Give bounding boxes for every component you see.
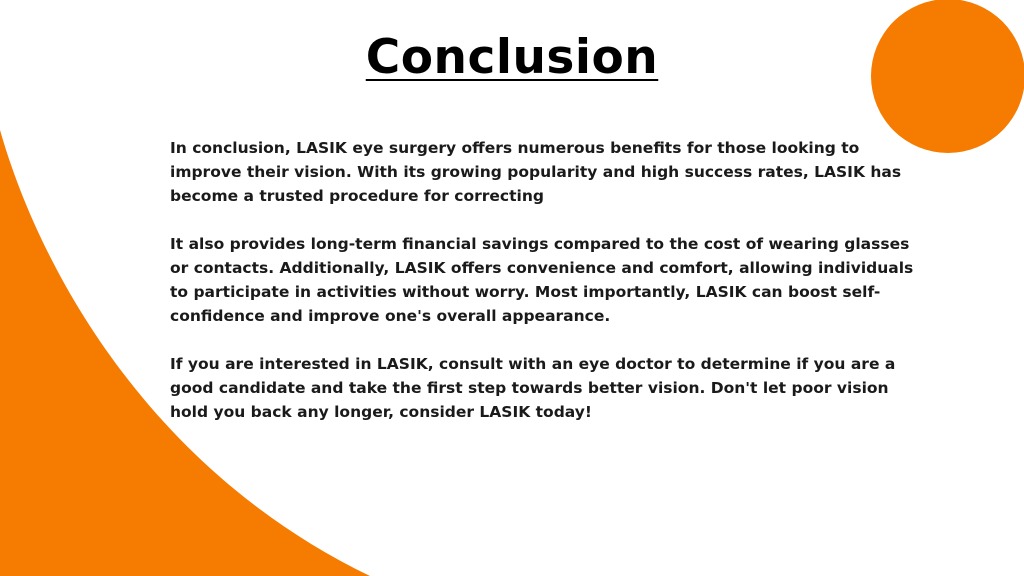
body-text bbox=[170, 136, 915, 448]
paragraph-benefits: In conclusion, LASIK eye surgery offers numerous benefits for those looking to improve their vision. With its growing popularity and high success rates, LASIK has become a trusted procedure for correcting bbox=[170, 139, 902, 205]
paragraph-savings: It also provides long-term financial savings compared to the cost of wearing glasses or contacts. Additionally, LASIK offers convenience and comfort, allowing individuals to participate in activities without worry. Most importantly, LASIK can boost self-confidence and improve one's overall appearance. bbox=[170, 235, 914, 325]
title-text: Conclusion bbox=[365, 30, 659, 85]
paragraph-call-to-action: If you are interested in LASIK, consult with an eye doctor to determine if you are a good candidate and take the first step towards better vision. Don't let poor vision hold you back any longer, consider LASIK today! bbox=[170, 355, 896, 421]
page-title bbox=[0, 30, 1024, 85]
